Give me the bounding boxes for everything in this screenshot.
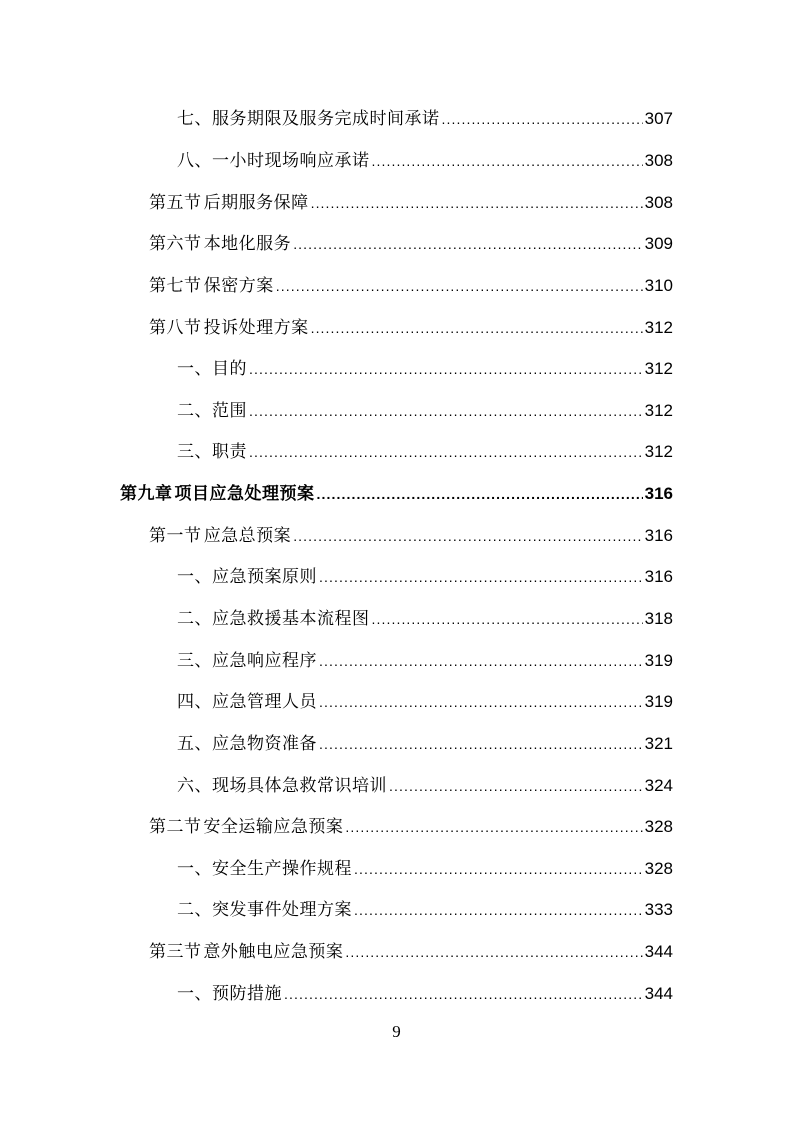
toc-entry-page: 316 xyxy=(644,567,673,587)
table-of-contents xyxy=(0,96,793,1012)
toc-entry-line xyxy=(0,729,793,754)
toc-entry-page: 319 xyxy=(644,650,673,670)
toc-leader-dots xyxy=(293,236,642,252)
toc-entry-title: 应急物资准备 xyxy=(212,733,317,754)
toc-entry-line xyxy=(0,313,793,338)
toc-entry-title: 安全生产操作规程 xyxy=(212,858,352,879)
toc-leader-dots xyxy=(372,153,643,169)
toc-entry-page: 309 xyxy=(644,234,673,254)
toc-entry-line xyxy=(0,854,793,879)
toc-entry-prefix: 三、 xyxy=(177,442,212,463)
toc-leader-dots xyxy=(249,403,643,419)
toc-entry-line xyxy=(0,521,793,546)
toc-entry-prefix: 一、 xyxy=(177,359,212,380)
toc-entry-title: 目的 xyxy=(212,359,247,380)
toc-leader-dots xyxy=(319,736,643,752)
toc-entry-title: 后期服务保障 xyxy=(203,192,309,213)
toc-entry-line xyxy=(0,646,793,671)
toc-section-entry[interactable] xyxy=(0,512,793,554)
toc-subsection-entry[interactable] xyxy=(0,138,793,180)
toc-entry-prefix: 八、 xyxy=(177,150,212,171)
toc-entry-title: 突发事件处理方案 xyxy=(212,900,352,921)
toc-entry-line xyxy=(0,604,793,629)
toc-subsection-entry[interactable] xyxy=(0,970,793,1012)
toc-entry-title: 应急救援基本流程图 xyxy=(212,609,370,629)
toc-leader-dots xyxy=(345,819,642,835)
toc-entry-title: 应急管理人员 xyxy=(212,692,317,713)
toc-leader-dots xyxy=(354,902,643,918)
toc-leader-dots xyxy=(354,861,643,877)
toc-entry-prefix: 二、 xyxy=(177,900,212,921)
toc-subsection-entry[interactable] xyxy=(0,554,793,596)
toc-entry-page: 308 xyxy=(644,150,673,170)
toc-entry-prefix: 第三节 xyxy=(149,942,202,963)
toc-entry-line xyxy=(0,562,793,587)
toc-entry-page: 312 xyxy=(644,317,673,337)
toc-leader-dots xyxy=(311,195,643,211)
toc-entry-prefix: 一、 xyxy=(177,567,212,588)
toc-leader-dots xyxy=(249,361,643,377)
toc-entry-prefix: 第九章 xyxy=(120,484,173,505)
toc-leader-dots xyxy=(345,944,642,960)
toc-entry-title: 服务期限及服务完成时间承诺 xyxy=(212,109,440,130)
toc-entry-line xyxy=(0,188,793,213)
toc-entry-title: 应急响应程序 xyxy=(212,650,317,671)
toc-entry-title: 预防措施 xyxy=(212,983,282,1004)
toc-entry-line xyxy=(0,396,793,421)
toc-leader-dots xyxy=(389,778,643,794)
toc-leader-dots xyxy=(276,278,643,294)
toc-leader-dots xyxy=(249,444,643,460)
toc-leader-dots xyxy=(319,694,643,710)
toc-entry-page: 312 xyxy=(644,359,673,379)
toc-subsection-entry[interactable] xyxy=(0,596,793,638)
toc-leader-dots xyxy=(372,611,643,627)
toc-entry-title: 应急预案原则 xyxy=(212,567,317,588)
toc-entry-page: 308 xyxy=(644,192,673,212)
toc-entry-line xyxy=(0,229,793,254)
toc-entry-title: 项目应急处理预案 xyxy=(174,484,315,505)
toc-leader-dots xyxy=(317,486,643,502)
toc-subsection-entry[interactable] xyxy=(0,846,793,888)
toc-subsection-entry[interactable] xyxy=(0,679,793,721)
toc-leader-dots xyxy=(319,653,643,669)
toc-subsection-entry[interactable] xyxy=(0,637,793,679)
toc-entry-line xyxy=(0,979,793,1004)
toc-entry-page: 344 xyxy=(644,942,673,962)
toc-subsection-entry[interactable] xyxy=(0,346,793,388)
toc-entry-title: 范围 xyxy=(212,400,247,421)
toc-section-entry[interactable] xyxy=(0,804,793,846)
toc-subsection-entry[interactable] xyxy=(0,721,793,763)
toc-entry-prefix: 第七节 xyxy=(149,275,202,296)
toc-entry-prefix: 第一节 xyxy=(149,525,202,546)
toc-section-entry[interactable] xyxy=(0,263,793,305)
toc-entry-line xyxy=(0,937,793,962)
toc-entry-line xyxy=(0,354,793,379)
toc-entry-line xyxy=(0,271,793,296)
toc-subsection-entry[interactable] xyxy=(0,387,793,429)
toc-entry-line xyxy=(0,104,793,129)
toc-entry-prefix: 一、 xyxy=(177,983,212,1004)
toc-entry-title: 本地化服务 xyxy=(203,234,292,255)
toc-leader-dots xyxy=(293,528,642,544)
toc-leader-dots xyxy=(442,111,643,127)
toc-subsection-entry[interactable] xyxy=(0,429,793,471)
toc-leader-dots xyxy=(319,569,643,585)
toc-entry-page: 333 xyxy=(644,900,673,920)
toc-leader-dots xyxy=(284,986,643,1002)
toc-entry-page: 312 xyxy=(644,400,673,420)
page-number: 9 xyxy=(392,1022,401,1041)
toc-entry-line xyxy=(0,771,793,796)
toc-entry-title: 现场具体急救常识培训 xyxy=(212,775,387,796)
toc-entry-prefix: 三、 xyxy=(177,650,212,671)
toc-entry-page: 318 xyxy=(644,609,673,628)
toc-entry-title: 职责 xyxy=(212,442,247,463)
toc-entry-page: 307 xyxy=(644,109,673,129)
toc-entry-prefix: 六、 xyxy=(177,775,212,796)
toc-entry-line xyxy=(0,895,793,920)
toc-entry-line xyxy=(0,146,793,171)
toc-chapter-entry[interactable] xyxy=(0,471,793,513)
toc-entry-prefix: 第六节 xyxy=(149,234,202,255)
toc-entry-prefix: 二、 xyxy=(177,609,212,629)
toc-entry-title: 安全运输应急预案 xyxy=(203,817,344,838)
toc-entry-line xyxy=(0,479,793,504)
toc-subsection-entry[interactable] xyxy=(0,762,793,804)
toc-entry-page: 324 xyxy=(644,775,673,795)
toc-entry-prefix: 四、 xyxy=(177,692,212,713)
toc-entry-page: 328 xyxy=(644,858,673,878)
toc-leader-dots xyxy=(311,320,643,336)
toc-entry-page: 310 xyxy=(644,275,673,295)
toc-entry-line xyxy=(0,687,793,712)
toc-entry-title: 一小时现场响应承诺 xyxy=(212,150,370,171)
toc-entry-line xyxy=(0,812,793,837)
toc-section-entry[interactable] xyxy=(0,929,793,971)
toc-entry-page: 321 xyxy=(644,733,673,753)
toc-entry-prefix: 七、 xyxy=(177,109,212,130)
toc-entry-prefix: 第八节 xyxy=(149,317,202,338)
toc-subsection-entry[interactable] xyxy=(0,96,793,138)
toc-entry-page: 319 xyxy=(644,692,673,712)
toc-entry-page: 328 xyxy=(644,817,673,837)
toc-section-entry[interactable] xyxy=(0,304,793,346)
toc-entry-prefix: 第五节 xyxy=(149,192,202,213)
toc-entry-title: 保密方案 xyxy=(203,275,274,296)
toc-entry-page: 344 xyxy=(644,983,673,1003)
toc-subsection-entry[interactable] xyxy=(0,887,793,929)
toc-entry-title: 投诉处理方案 xyxy=(203,317,309,338)
toc-entry-page: 316 xyxy=(644,484,673,504)
toc-section-entry[interactable] xyxy=(0,221,793,263)
toc-entry-prefix: 一、 xyxy=(177,858,212,879)
toc-entry-title: 意外触电应急预案 xyxy=(203,942,344,963)
toc-entry-page: 316 xyxy=(644,525,673,545)
toc-entry-prefix: 五、 xyxy=(177,733,212,754)
toc-entry-line xyxy=(0,437,793,462)
toc-entry-title: 应急总预案 xyxy=(203,525,292,546)
toc-entry-page: 312 xyxy=(644,442,673,462)
toc-section-entry[interactable] xyxy=(0,179,793,221)
toc-entry-prefix: 第二节 xyxy=(149,817,202,838)
toc-entry-prefix: 二、 xyxy=(177,400,212,421)
